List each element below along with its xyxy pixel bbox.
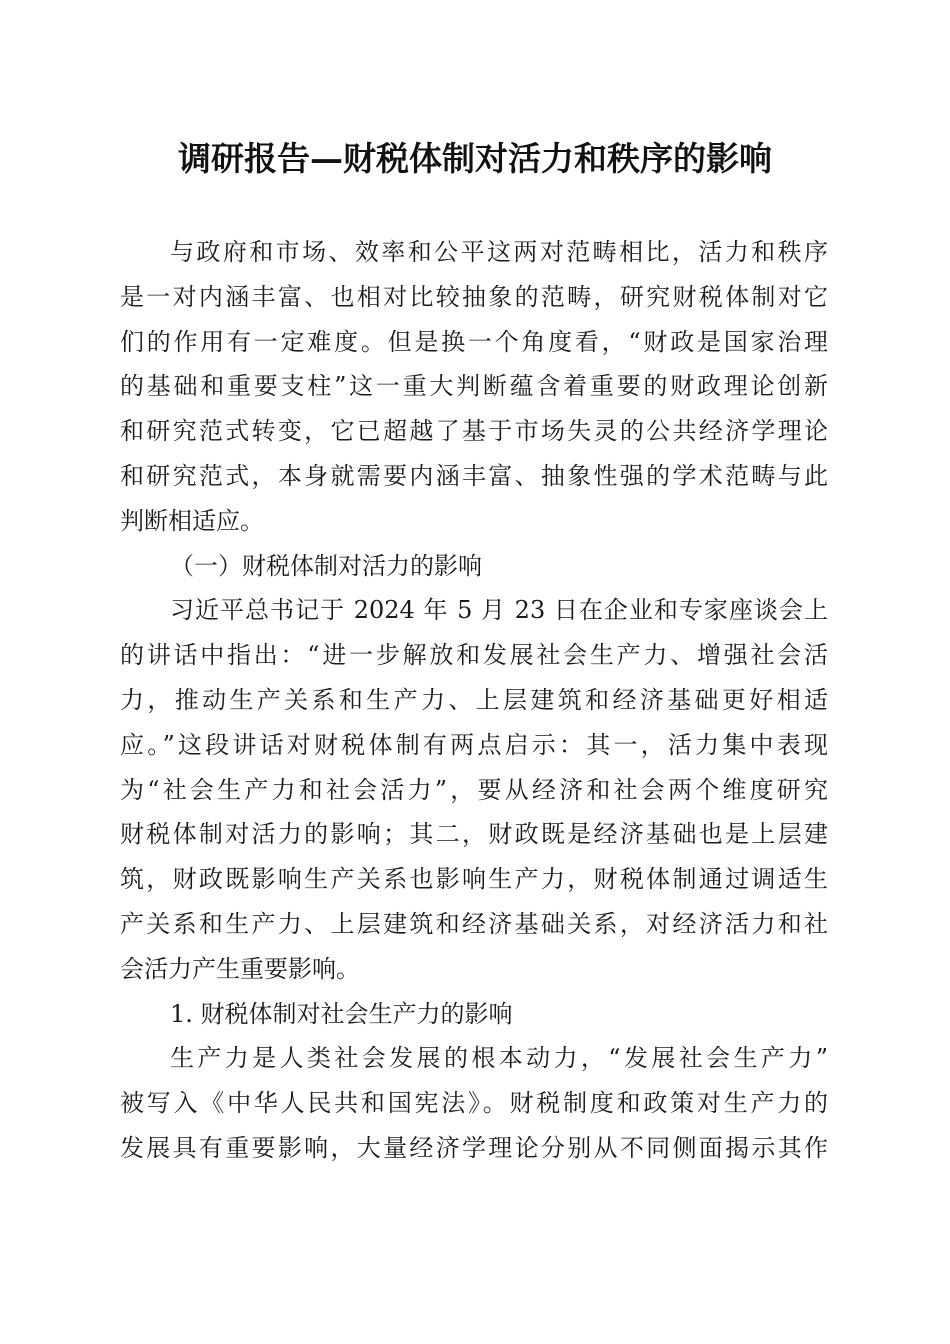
section-heading: （一）财税体制对活力的影响 (170, 551, 482, 580)
paragraph-line: 被写入《中华人民共和国宪法》。财税制度和政策对生产力的 (120, 1089, 828, 1118)
document-title: 调研报告—财税体制对活力和秩序的影响 (178, 139, 772, 178)
paragraph-line: 为“社会生产力和社会活力”，要从经济和社会两个维度研究 (120, 775, 828, 804)
paragraph-line: 财税体制对活力的影响；其二，财政既是经济基础也是上层建 (120, 820, 828, 849)
paragraph-line: 力，推动生产关系和生产力、上层建筑和经济基础更好相适 (120, 685, 828, 714)
paragraph-line: 筑，财政既影响生产关系也影响生产力，财税体制通过调适生 (120, 865, 828, 894)
paragraph-line: 判断相适应。 (120, 506, 264, 535)
paragraph-line: 发展具有重要影响，大量经济学理论分别从不同侧面揭示其作 (120, 1133, 828, 1162)
paragraph-line: 的基础和重要支柱”这一重大判断蕴含着重要的财政理论创新 (120, 372, 828, 401)
paragraph-line: 习近平总书记于 2024 年 5 月 23 日在企业和专家座谈会上 (170, 596, 828, 625)
paragraph-line: 应。”这段讲话对财税体制有两点启示：其一，活力集中表现 (120, 730, 828, 759)
paragraph-line: 是一对内涵丰富、也相对比较抽象的范畴，研究财税体制对它 (120, 282, 828, 311)
paragraph-line: 的讲话中指出：“进一步解放和发展社会生产力、增强社会活 (120, 641, 828, 670)
paragraph-line: 和研究范式，本身就需要内涵丰富、抽象性强的学术范畴与此 (120, 461, 828, 490)
document-body (120, 230, 828, 1171)
paragraph-line: 会活力产生重要影响。 (120, 954, 360, 983)
paragraph-line: 们的作用有一定难度。但是换一个角度看，“财政是国家治理 (120, 327, 828, 356)
paragraph-line: 产关系和生产力、上层建筑和经济基础关系，对经济活力和社 (120, 909, 828, 938)
paragraph-line: 生产力是人类社会发展的根本动力，“发展社会生产力” (170, 1044, 828, 1073)
subsection-heading: 1. 财税体制对社会生产力的影响 (170, 999, 513, 1028)
paragraph-line: 与政府和市场、效率和公平这两对范畴相比，活力和秩序 (170, 238, 828, 266)
paragraph-line: 和研究范式转变，它已超越了基于市场失灵的公共经济学理论 (120, 417, 828, 446)
